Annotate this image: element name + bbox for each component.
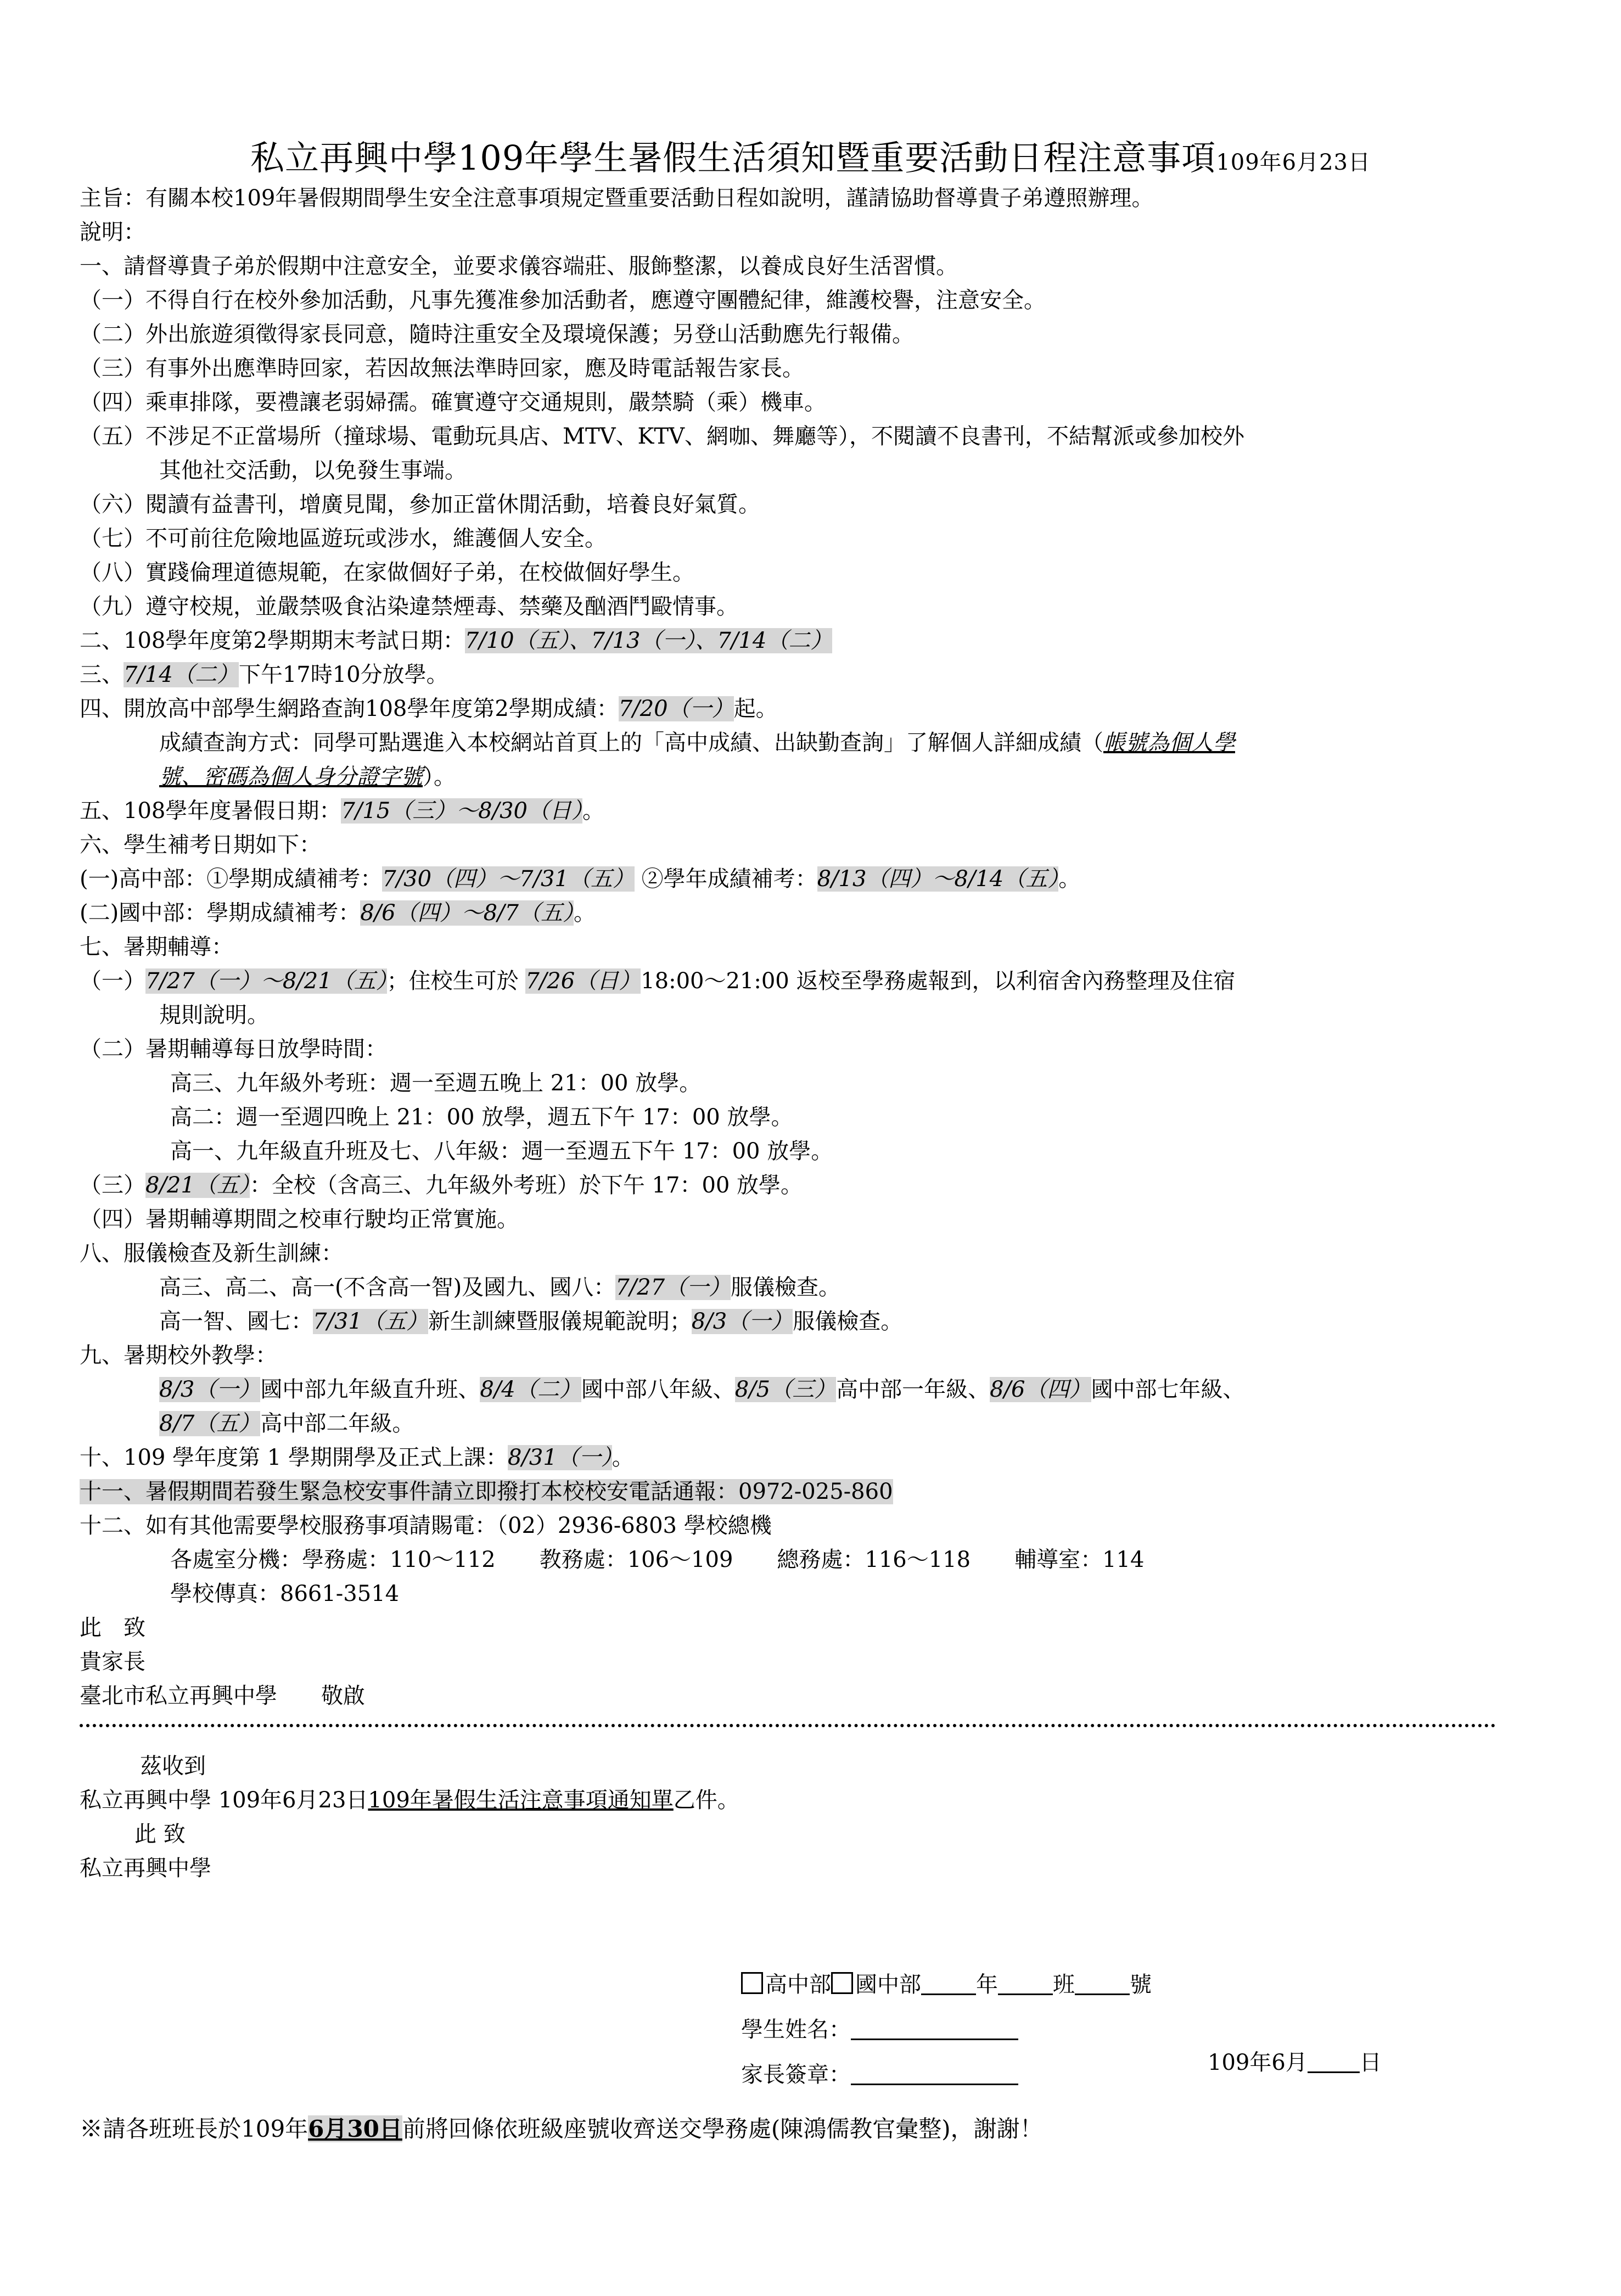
sign-date-suffix: 日 xyxy=(1359,2050,1382,2075)
trip-date: 8/5（三） xyxy=(734,1377,837,1402)
section-10-text: 十、109 學年度第 1 學期開學及正式上課： xyxy=(80,1445,508,1470)
section-1-item: （一）不得自行在校外參加活動，凡事先獲准參加活動者，應遵守團體紀律，維護校譽，注意安全。 xyxy=(80,288,1046,313)
trip-group: 國中部七年級、 xyxy=(1091,1377,1245,1402)
section-1-item: （三）有事外出應準時回家，若因故無法準時回家，應及時電話報告家長。 xyxy=(80,356,804,381)
section-9-line-1 xyxy=(80,1373,1540,1407)
sign-day-field[interactable] xyxy=(1308,2049,1360,2073)
section-2-text: 二、108學年度第2學期期末考試日期： xyxy=(80,628,465,653)
section-7-b-head: （二）暑期輔導每日放學時間： xyxy=(80,1037,387,1062)
password-note: 號、密碼為個人身分證字號 xyxy=(159,764,423,789)
student-name-field[interactable] xyxy=(851,2017,1018,2040)
receipt-line-4: 私立再興中學 xyxy=(80,1856,211,1881)
section-4-line-3 xyxy=(80,760,1540,794)
section-4-text: 四、開放高中部學生網路查詢108學年度第2學期成績： xyxy=(80,696,619,721)
section-12-head: 十二、如有其他需要學校服務事項請賜電：（02）2936-6803 學校總機 xyxy=(80,1513,772,1538)
senior-makeup-label: (一)高中部：①學期成績補考： xyxy=(80,866,383,892)
section-1-item: （二）外出旅遊須徵得家長同意，隨時注重安全及環境保護；另登山活動應先行報備。 xyxy=(80,322,914,347)
trip-date: 8/4（二） xyxy=(480,1377,581,1402)
vacation-dates: 7/15（三）～8/30（日） xyxy=(341,798,583,824)
trip-group: 國中部八年級、 xyxy=(581,1377,735,1402)
class-field[interactable] xyxy=(998,1972,1053,1995)
section-6-b-post: 。 xyxy=(573,900,596,926)
dismissal-time-item: 高三、九年級外考班：週一至週五晚上 21：00 放學。 xyxy=(170,1071,702,1096)
form-class-row xyxy=(741,1963,1152,2008)
section-3 xyxy=(80,658,1540,692)
closing-3: 臺北市私立再興中學 敬啟 xyxy=(80,1683,365,1709)
class-label: 班 xyxy=(1053,1972,1075,1997)
section-3-text: 下午17時10分放學。 xyxy=(238,662,448,687)
extension-list: 各處室分機：學務處：110～112 教務處：106～109 總務處：116～118 輔導室：114 xyxy=(170,1547,1145,1572)
section-1-item: （七）不可前往危險地區遊玩或涉水，維護個人安全。 xyxy=(80,526,607,551)
section-7-a-cont: 規則說明。 xyxy=(159,1003,269,1028)
page-title xyxy=(0,136,1621,184)
section-7-head: 七、暑期輔導： xyxy=(80,934,233,960)
section-1-item: （五）不涉足不正當場所（撞球場、電動玩具店、MTV、KTV、網咖、舞廳等），不閱讀不良書刊，不結幫派或參加校外 xyxy=(80,424,1244,449)
dismissal-date: 7/14（二） xyxy=(124,662,239,687)
section-11 xyxy=(80,1475,1540,1509)
trip-group: 高中部一年級、 xyxy=(836,1377,990,1402)
section-6-a-post: 。 xyxy=(1058,866,1081,892)
section-6-b xyxy=(80,896,1540,930)
section-9-head: 九、暑期校外教學： xyxy=(80,1343,277,1368)
section-4-post: 起。 xyxy=(733,696,778,721)
grade-field[interactable] xyxy=(921,1972,976,1995)
sign-date xyxy=(1208,2045,1382,2076)
section-1-item: （六）閱讀有益書刊，增廣見聞，參加正當休閒活動，培養良好氣質。 xyxy=(80,492,760,517)
section-7-a-mid: ；住校生可於 xyxy=(386,968,526,994)
seat-number-field[interactable] xyxy=(1075,1972,1130,1995)
senior-makeup-mid: ②學年成績補考： xyxy=(634,866,817,892)
notice-body xyxy=(80,181,1540,1885)
section-1-head: 一、請督導貴子弟於假期中注意安全，並要求儀容端莊、服飾整潔，以養成良好生活習慣。 xyxy=(80,254,958,279)
section-8-head: 八、服儀檢查及新生訓練： xyxy=(80,1241,343,1266)
receipt-line-3: 此 致 xyxy=(134,1822,186,1847)
trip-group: 高中部二年級。 xyxy=(260,1411,414,1436)
subject-line: 主旨：有關本校109年暑假期間學生安全注意事項規定暨重要活動日程如說明，謹請協助督導貴子弟遵照辦理。 xyxy=(80,186,1154,211)
section-5-text: 五、108學年度暑假日期： xyxy=(80,798,341,824)
year-label: 年 xyxy=(976,1972,998,1997)
receipt-line-2 xyxy=(80,1783,1540,1817)
school-fax: 學校傳真：8661-3514 xyxy=(170,1581,400,1606)
closing-2: 貴家長 xyxy=(80,1649,145,1675)
section-7-c-text: ：全校（含高三、九年級外考班）於下午 17：00 放學。 xyxy=(249,1173,803,1198)
section-10 xyxy=(80,1441,1540,1475)
semester-start-date: 8/31（一） xyxy=(507,1445,612,1470)
senior-label: 高中部 xyxy=(765,1972,831,1997)
closing-1: 此 致 xyxy=(80,1615,145,1640)
reply-form xyxy=(741,1963,1152,2098)
section-8-b xyxy=(80,1304,1540,1339)
notice-name: 109年暑假生活注意事項通知單 xyxy=(368,1788,674,1813)
section-6-head: 六、學生補考日期如下： xyxy=(80,832,321,858)
dress-check-date-2: 8/3（一） xyxy=(691,1309,793,1334)
student-name-label: 學生姓名： xyxy=(741,2017,851,2042)
section-5-post: 。 xyxy=(582,798,605,824)
title-date: 109年6月23日 xyxy=(1216,150,1371,175)
section-4-line-2 xyxy=(80,726,1540,760)
footnote-post: 前將回條依班級座號收齊送交學務處(陳鴻儒教官彙整)，謝謝！ xyxy=(402,2115,1043,2142)
section-1-item: （九）遵守校規，並嚴禁吸食沾染違禁煙毒、禁藥及酗酒鬥毆情事。 xyxy=(80,594,738,619)
section-7-c-num: （三） xyxy=(80,1173,145,1198)
dismissal-time-item: 高二：週一至週四晚上 21：00 放學，週五下午 17：00 放學。 xyxy=(170,1105,793,1130)
orientation-date: 7/31（五） xyxy=(313,1309,428,1334)
summer-class-dates: 7/27（一）～8/21（五） xyxy=(145,968,387,994)
form-name-row xyxy=(741,2008,1152,2053)
section-7-d: （四）暑期輔導期間之校車行駛均正常實施。 xyxy=(80,1207,519,1232)
title-main: 私立再興中學109年學生暑假生活須知暨重要活動日程注意事項 xyxy=(250,138,1216,178)
deadline-date: 6月30日 xyxy=(308,2115,402,2142)
section-9-line-2 xyxy=(80,1407,1540,1441)
senior-checkbox[interactable] xyxy=(741,1972,763,1994)
receipt-line-1: 茲收到 xyxy=(140,1754,206,1779)
explain-label: 說明： xyxy=(80,220,145,245)
receipt-text: 私立再興中學 109年6月23日 xyxy=(80,1788,368,1813)
form-sign-row xyxy=(741,2053,1152,2098)
section-7-a-text: 18:00～21:00 返校至學務處報到，以利宿舍內務整理及住宿 xyxy=(641,968,1236,994)
section-1-item: （四）乘車排隊，要禮讓老弱婦孺。確實遵守交通規則，嚴禁騎（乘）機車。 xyxy=(80,390,826,415)
section-8-a-post: 服儀檢查。 xyxy=(731,1275,841,1300)
section-7-a xyxy=(80,964,1540,998)
junior-makeup-label: (二)國中部：學期成績補考： xyxy=(80,900,361,926)
section-10-post: 。 xyxy=(612,1445,634,1470)
parent-sign-field[interactable] xyxy=(851,2062,1018,2085)
section-7-c xyxy=(80,1168,1540,1202)
parent-sign-label: 家長簽章： xyxy=(741,2062,851,2087)
sign-date-prefix: 109年6月 xyxy=(1208,2050,1308,2075)
section-8-b-mid: 新生訓練暨服儀規範說明； xyxy=(428,1309,692,1334)
section-6-a xyxy=(80,862,1540,896)
trip-date: 8/3（一） xyxy=(159,1377,261,1402)
section-2 xyxy=(80,624,1540,658)
cut-line xyxy=(80,1724,1496,1733)
dismissal-time-item: 高一、九年級直升班及七、八年級：週一至週五下午 17：00 放學。 xyxy=(170,1139,833,1164)
section-1-item-cont: 其他社交活動，以免發生事端。 xyxy=(159,458,467,483)
account-note: 帳號為個人學 xyxy=(1103,730,1235,755)
footnote-text: ※請各班班長於109年 xyxy=(80,2115,309,2142)
trip-date: 8/6（四） xyxy=(990,1377,1091,1402)
section-1-item: （八）實踐倫理道德規範，在家做個好子弟，在校做個好學生。 xyxy=(80,560,694,585)
section-4 xyxy=(80,692,1540,726)
section-8-a xyxy=(80,1270,1540,1304)
section-3-num: 三、 xyxy=(80,662,124,687)
receipt-post: 乙件。 xyxy=(673,1788,739,1813)
junior-makeup-date: 8/6（四）～8/7（五） xyxy=(360,900,574,926)
query-method: 成績查詢方式：同學可點選進入本校網站首頁上的「高中成績、出缺勤查詢」了解個人詳細成績（ xyxy=(159,730,1103,755)
trip-date: 8/7（五） xyxy=(159,1411,261,1436)
emergency-hotline: 十一、暑假期間若發生緊急校安事件請立即撥打本校校安電話通報：0972-025-860 xyxy=(80,1479,893,1504)
senior-makeup-date-1: 7/30（四）～7/31（五） xyxy=(382,866,635,892)
trip-group: 國中部九年級直升班、 xyxy=(260,1377,480,1402)
section-7-a-num: （一） xyxy=(80,968,145,994)
final-class-date: 8/21（五） xyxy=(145,1173,250,1198)
section-8-b-post: 服儀檢查。 xyxy=(793,1309,903,1334)
dress-check-date: 7/27（一） xyxy=(615,1275,731,1300)
junior-checkbox[interactable] xyxy=(831,1972,853,1994)
dorm-return-date: 7/26（日） xyxy=(525,968,641,994)
grade-query-date: 7/20（一） xyxy=(618,696,734,721)
section-5 xyxy=(80,794,1540,828)
section-8-a-text: 高三、高二、高一(不含高一智)及國九、國八： xyxy=(159,1275,616,1300)
section-8-b-text: 高一智、國七： xyxy=(159,1309,313,1334)
exam-dates: 7/10（五）、7/13（一）、7/14（二） xyxy=(464,628,833,653)
section-4-close: ）。 xyxy=(423,764,456,789)
footnote xyxy=(80,2111,1043,2144)
senior-makeup-date-2: 8/13（四）～8/14（五） xyxy=(817,866,1059,892)
junior-label: 國中部 xyxy=(855,1972,921,1997)
number-label: 號 xyxy=(1130,1972,1152,1997)
